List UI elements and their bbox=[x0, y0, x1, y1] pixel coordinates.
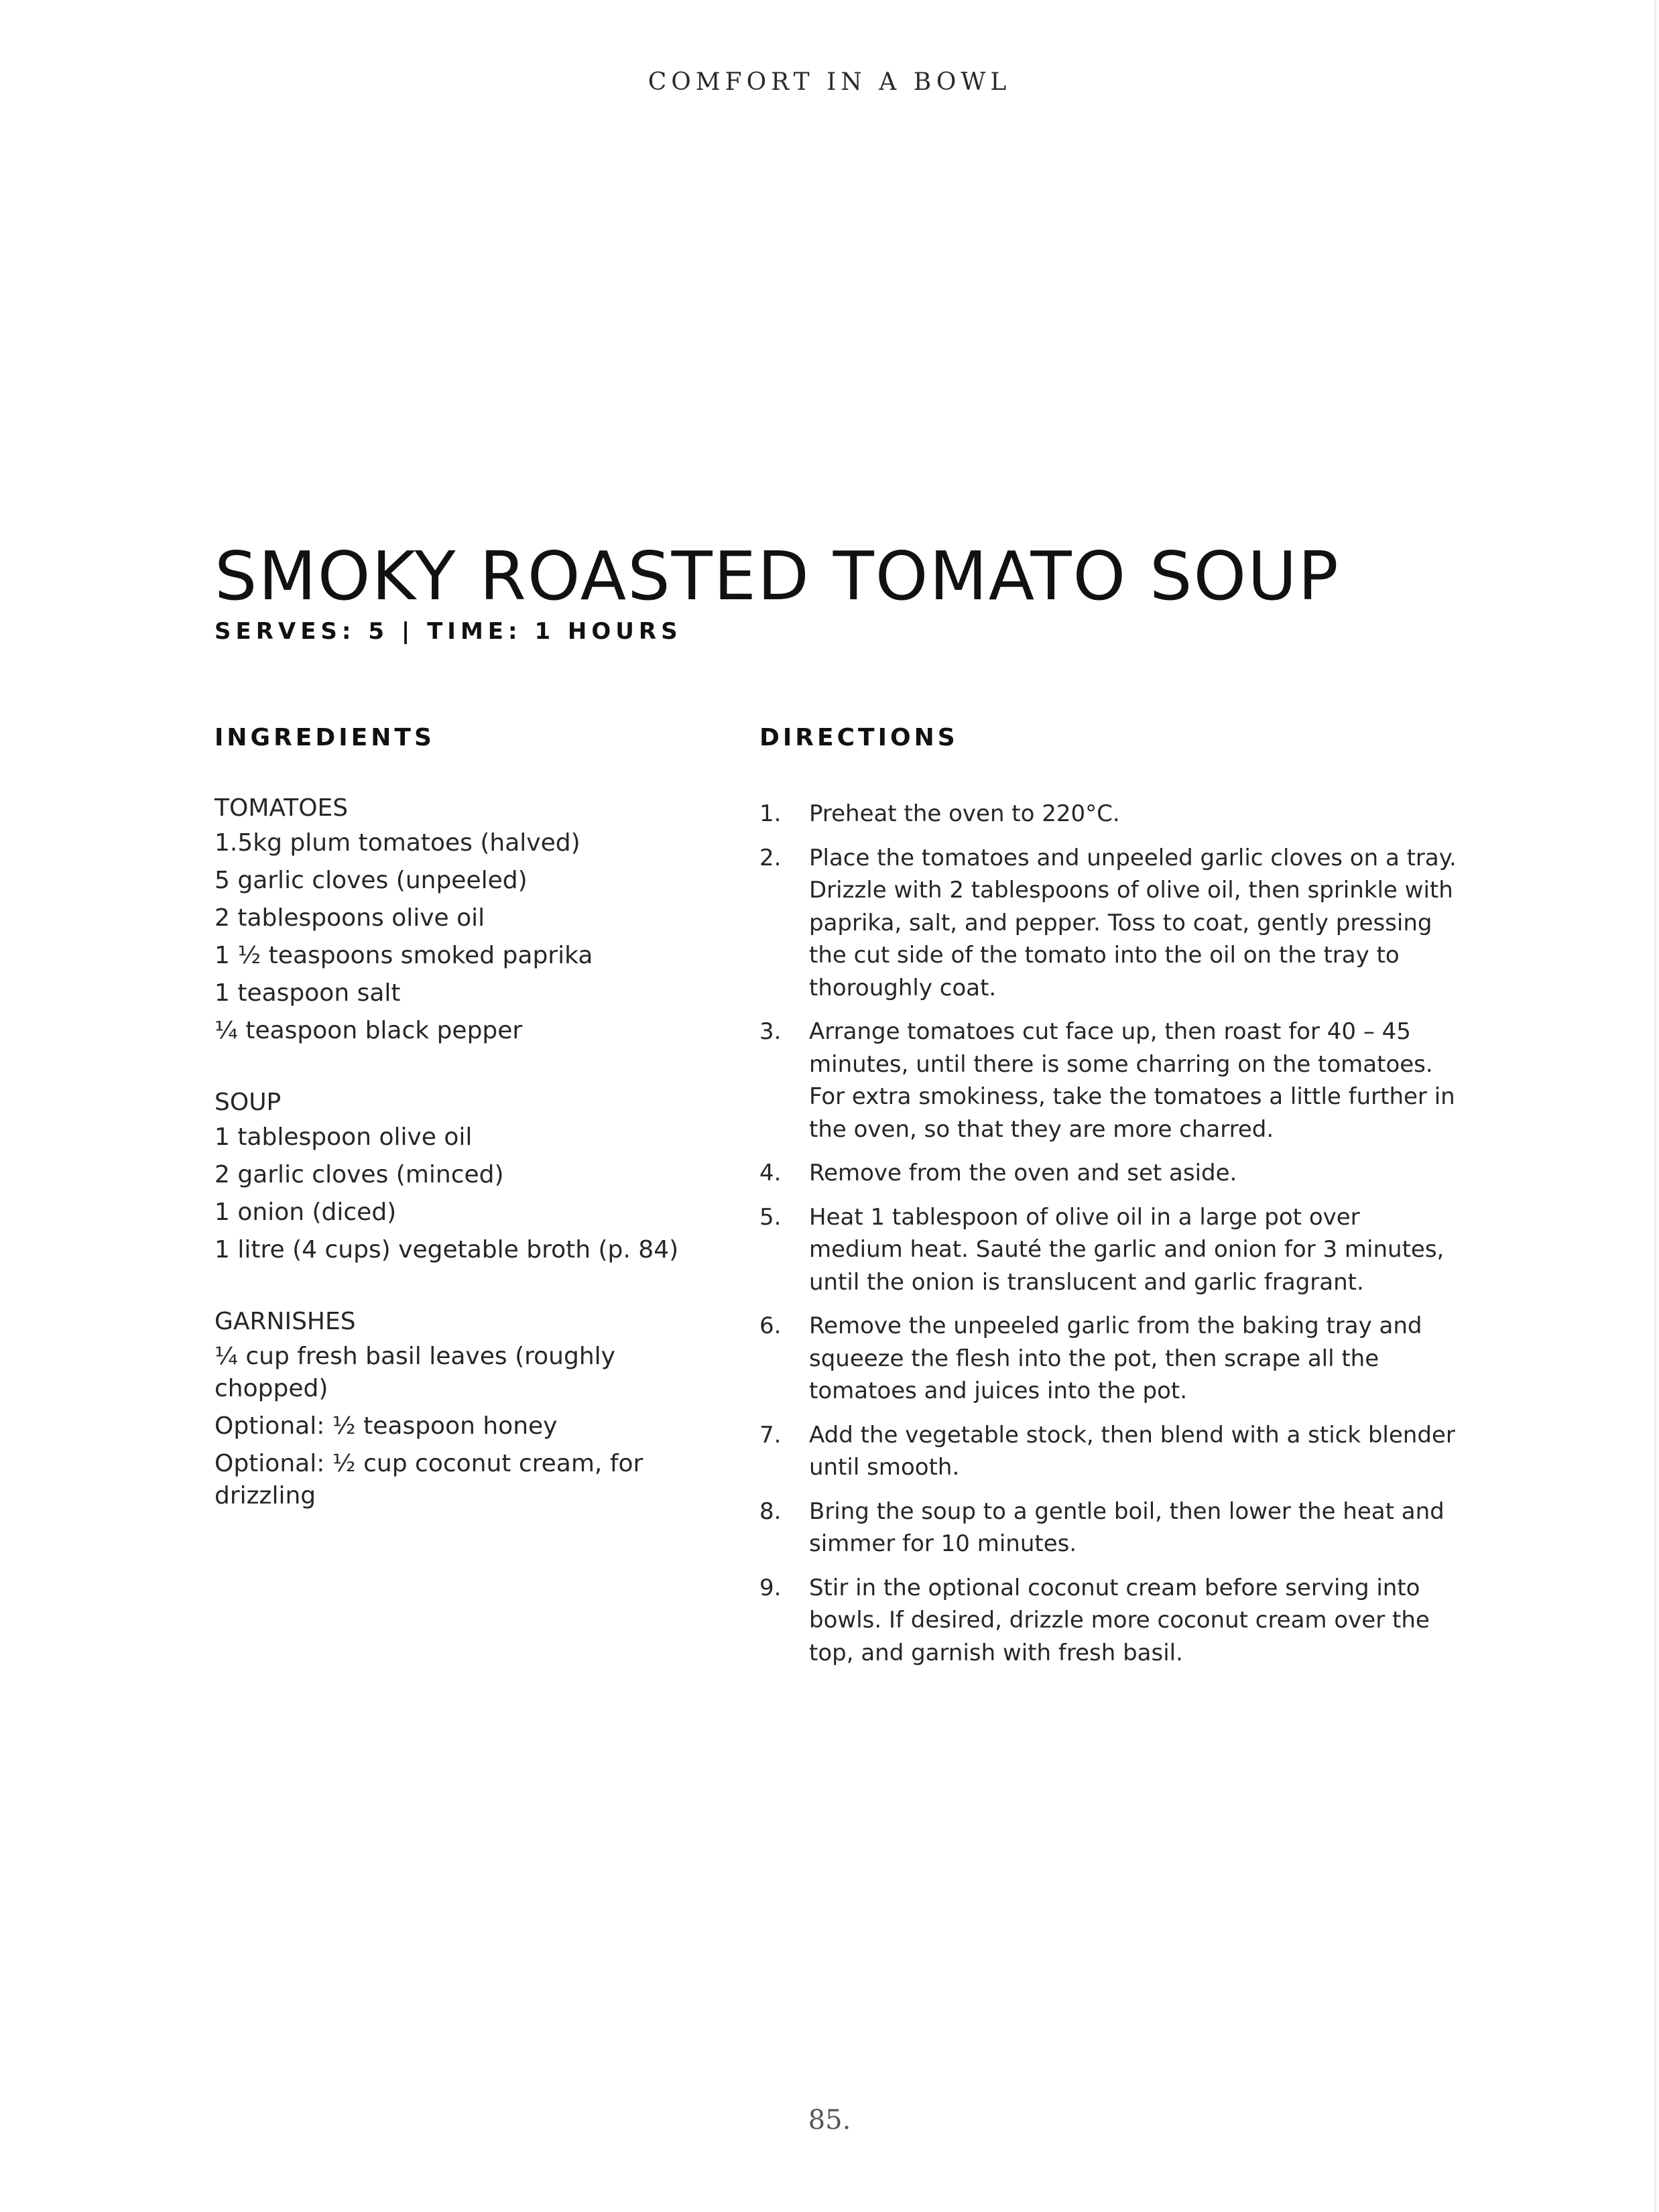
page-edge-rule bbox=[1654, 0, 1656, 2212]
step-text: Preheat the oven to 220°C. bbox=[809, 800, 1120, 827]
step-number: 3. bbox=[759, 1018, 782, 1045]
ingredient-group-garnishes bbox=[214, 1303, 697, 1512]
direction-step bbox=[759, 1016, 1457, 1146]
ingredient-item: ¼ cup fresh basil leaves (roughly chopped) bbox=[214, 1343, 615, 1402]
step-number: 2. bbox=[759, 844, 782, 871]
step-number: 1. bbox=[759, 800, 782, 827]
direction-step bbox=[759, 1157, 1457, 1190]
step-text: Remove the unpeeled garlic from the baking tray and squeeze the flesh into the pot, then scrape all the tomatoes and juices into the pot. bbox=[809, 1312, 1422, 1404]
ingredients-list bbox=[214, 790, 697, 1549]
direction-step bbox=[759, 798, 1457, 831]
step-number: 7. bbox=[759, 1421, 782, 1449]
step-text: Remove from the oven and set aside. bbox=[809, 1160, 1237, 1186]
direction-step bbox=[759, 1419, 1457, 1484]
ingredient-item: 5 garlic cloves (unpeeled) bbox=[214, 867, 528, 894]
ingredient-item: 1 ½ teaspoons smoked paprika bbox=[214, 942, 593, 969]
ingredient-item: 1 litre (4 cups) vegetable broth (p. 84) bbox=[214, 1236, 679, 1264]
directions-list bbox=[759, 798, 1457, 1680]
direction-step bbox=[759, 1572, 1457, 1670]
recipe-title: SMOKY ROASTED TOMATO SOUP bbox=[214, 537, 1340, 615]
ingredient-group-title: SOUP bbox=[214, 1089, 282, 1116]
page-number: 85. bbox=[808, 2105, 851, 2136]
ingredient-item: ¼ teaspoon black pepper bbox=[214, 1017, 523, 1044]
ingredient-item: 1 tablespoon olive oil bbox=[214, 1123, 473, 1151]
directions-heading: DIRECTIONS bbox=[759, 724, 959, 751]
step-number: 5. bbox=[759, 1203, 782, 1231]
step-text: Place the tomatoes and unpeeled garlic cloves on a tray. Drizzle with 2 tablespoons of olive oil, then sprinkle with paprika, salt, and pepper. Toss to coat, gently pressing the cut side of the tomato into the oil on the tray to thoroughly coat. bbox=[809, 844, 1457, 1001]
ingredient-group-tomatoes bbox=[214, 790, 697, 1047]
step-number: 9. bbox=[759, 1574, 782, 1601]
ingredient-group-title: TOMATOES bbox=[214, 794, 349, 822]
step-number: 6. bbox=[759, 1312, 782, 1339]
running-header: COMFORT IN A BOWL bbox=[648, 68, 1011, 96]
ingredients-heading: INGREDIENTS bbox=[214, 724, 435, 751]
ingredient-item: 2 garlic cloves (minced) bbox=[214, 1161, 504, 1188]
ingredient-item: Optional: ½ teaspoon honey bbox=[214, 1412, 558, 1440]
direction-step bbox=[759, 1201, 1457, 1299]
direction-step bbox=[759, 1310, 1457, 1408]
step-text: Heat 1 tablespoon of olive oil in a large pot over medium heat. Sauté the garlic and onion for 3 minutes, until the onion is translucent and garlic fragrant. bbox=[809, 1203, 1445, 1296]
ingredient-group-title: GARNISHES bbox=[214, 1308, 356, 1335]
ingredient-item: 2 tablespoons olive oil bbox=[214, 904, 485, 932]
ingredient-item: 1.5kg plum tomatoes (halved) bbox=[214, 829, 580, 857]
ingredient-item: 1 onion (diced) bbox=[214, 1199, 397, 1226]
step-text: Arrange tomatoes cut face up, then roast for 40 – 45 minutes, until there is some charring on the tomatoes. For extra smokiness, take the tomatoes a little further in the oven, so that they are more charred. bbox=[809, 1018, 1455, 1143]
ingredient-item: 1 teaspoon salt bbox=[214, 979, 401, 1007]
step-number: 8. bbox=[759, 1497, 782, 1525]
ingredient-group-soup bbox=[214, 1084, 697, 1266]
ingredient-item: Optional: ½ cup coconut cream, for drizzling bbox=[214, 1450, 643, 1510]
step-text: Stir in the optional coconut cream before serving into bowls. If desired, drizzle more coconut cream over the top, and garnish with fresh basil. bbox=[809, 1574, 1430, 1666]
step-text: Bring the soup to a gentle boil, then lower the heat and simmer for 10 minutes. bbox=[809, 1497, 1445, 1557]
direction-step bbox=[759, 842, 1457, 1005]
step-number: 4. bbox=[759, 1160, 782, 1186]
step-text: Add the vegetable stock, then blend with a stick blender until smooth. bbox=[809, 1421, 1455, 1481]
direction-step bbox=[759, 1495, 1457, 1560]
recipe-meta: SERVES: 5 | TIME: 1 HOURS bbox=[214, 618, 682, 645]
